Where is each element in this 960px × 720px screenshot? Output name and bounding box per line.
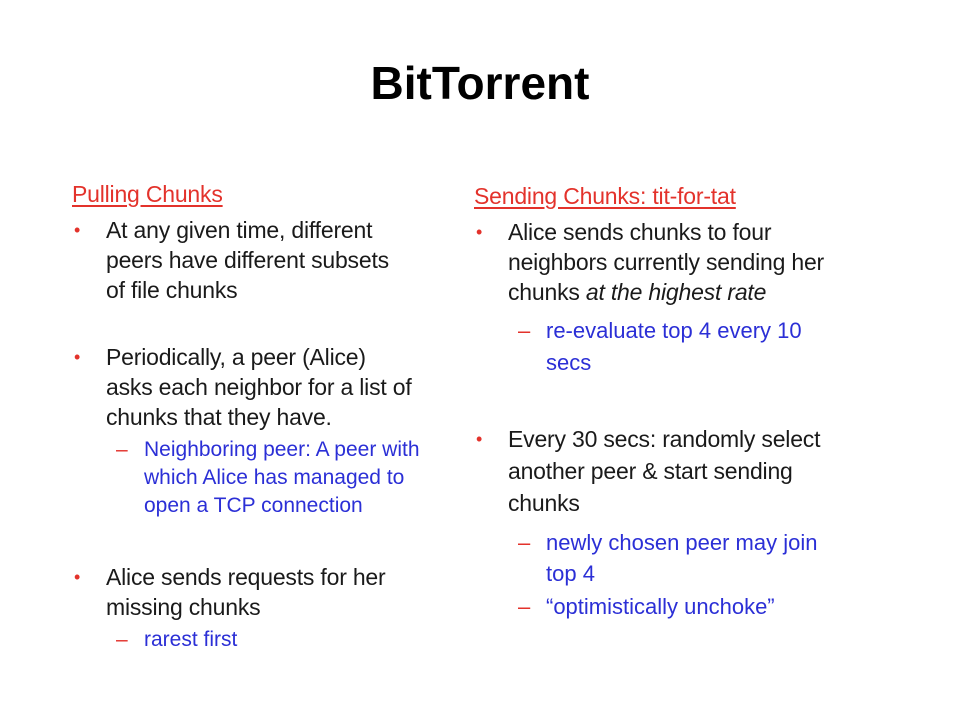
right-bullet-2-sub-1: [474, 527, 874, 589]
right-sub-2-line-1: newly chosen peer may join: [546, 529, 818, 555]
bullet-dot-icon: •: [74, 219, 81, 240]
right-heading: Sending Chunks: tit-for-tat: [474, 183, 736, 209]
left-bullet-2: [72, 342, 462, 432]
right-sub-1-line-1: re-evaluate top 4 every 10: [546, 317, 802, 343]
bullet-dot-icon: •: [74, 346, 81, 367]
left-bullet-3: [72, 562, 462, 622]
left-bullet-2-line-3: chunks that they have.: [106, 403, 332, 430]
dash-icon: –: [518, 593, 531, 619]
bullet-dot-icon: •: [74, 566, 81, 587]
right-bullet-1-line-3-plain: chunks: [508, 278, 586, 305]
left-bullet-2-sub-1: [72, 436, 462, 520]
dash-icon: –: [518, 529, 531, 555]
left-sub-line-2: which Alice has managed to: [144, 465, 405, 489]
right-bullet-1-line-3-italic: at the highest rate: [585, 278, 767, 305]
dash-icon: –: [518, 317, 531, 343]
right-bullet-1: [474, 217, 874, 307]
right-bullet-1-line-2: neighbors currently sending her: [508, 248, 824, 275]
left-bullet-3-line-2: missing chunks: [106, 593, 261, 620]
left-bullet-2-line-2: asks each neighbor for a list of: [106, 373, 412, 400]
right-bullet-1-sub-1: [474, 315, 874, 379]
left-bullet-1-line-1: At any given time, different: [106, 216, 373, 243]
bullet-dot-icon: •: [476, 428, 483, 449]
left-bullet-3-line-1: Alice sends requests for her: [106, 563, 386, 590]
right-bullet-2-line-1: Every 30 secs: randomly select: [508, 425, 821, 452]
right-sub-1-line-2: secs: [546, 349, 592, 375]
left-bullet-1-line-3: of file chunks: [106, 276, 238, 303]
left-sub-line-1: Neighboring peer: A peer with: [144, 437, 420, 461]
dash-icon: –: [116, 437, 128, 461]
left-sub-rarest: rarest first: [144, 627, 238, 651]
left-sub-line-3: open a TCP connection: [144, 493, 363, 517]
left-bullet-1: [72, 215, 462, 305]
right-sub-2-line-2: top 4: [546, 560, 595, 586]
right-bullet-2-line-2: another peer & start sending: [508, 457, 793, 484]
right-sub-unchoke: “optimistically unchoke”: [546, 593, 775, 619]
right-bullet-1-line-3: [508, 277, 874, 307]
right-bullet-2: [474, 423, 874, 519]
right-bullet-1-line-1: Alice sends chunks to four: [508, 218, 772, 245]
left-bullet-2-line-1: Periodically, a peer (Alice): [106, 343, 366, 370]
right-bullet-2-sub-2: [474, 593, 874, 621]
slide-title: BitTorrent: [370, 57, 590, 109]
left-heading: Pulling Chunks: [72, 181, 223, 207]
left-bullet-3-sub-1: [72, 626, 462, 654]
right-bullet-2-line-3: chunks: [508, 489, 580, 516]
left-column: [72, 180, 462, 654]
dash-icon: –: [116, 627, 128, 651]
bullet-dot-icon: •: [476, 221, 483, 242]
right-column: [474, 180, 874, 621]
left-bullet-1-line-2: peers have different subsets: [106, 246, 389, 273]
